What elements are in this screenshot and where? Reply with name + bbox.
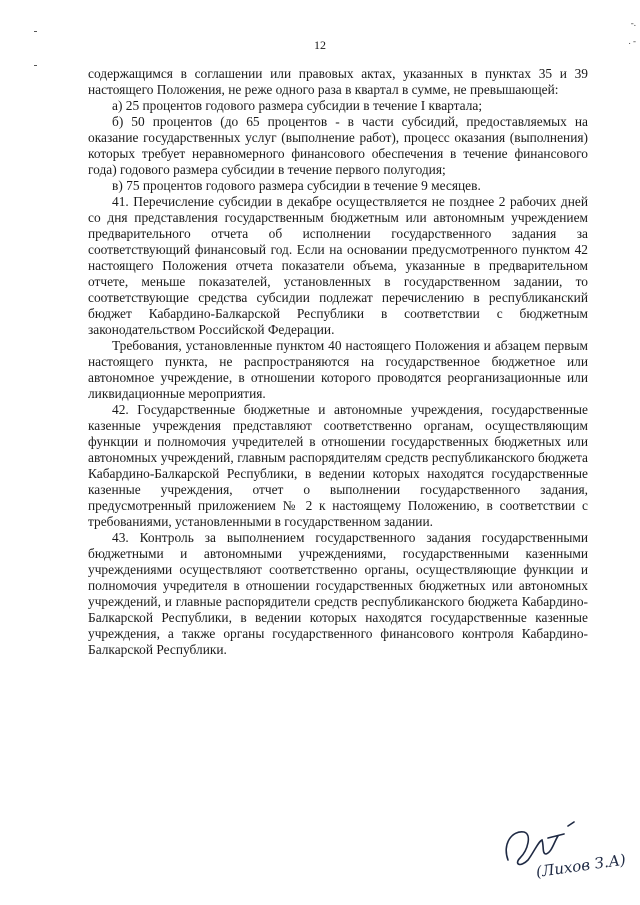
paragraph-requirements: Требования, установленные пунктом 40 настоящего Положения и абзацем первым настоящего пункта, не распространяются на государственное бюджетное или автономное учреждение, в отношении которого проводятся реорганизационные или ликвидационные мероприятия. — [88, 338, 588, 401]
paragraph-clause-43: 43. Контроль за выполнением государственного задания государственными бюджетными и автономными учреждениями, государственными казенными учреждениями осуществляют соответственно органы, осуществляющие функции и полномочия учредителя в отношении государственных бюджетных или автономных учреждений, и главные распорядители средств республиканского бюджета Кабардино-Балкарской Республики, в ведении которых находятся государственные казенные учреждения, а также органы государственного финансового контроля Кабардино-Балкарской Республики. — [88, 530, 588, 657]
corner-scrawl: -. . - — [628, 18, 636, 46]
document-body — [88, 66, 588, 658]
paragraph-continuation: содержащимся в соглашении или правовых актах, указанных в пунктах 35 и 39 настоящего Положения, не реже одного раза в квартал в сумме, не превышающей: — [88, 66, 588, 97]
margin-mark — [34, 65, 37, 66]
paragraph-item-c: в) 75 процентов годового размера субсидии в течение 9 месяцев. — [112, 178, 481, 193]
paragraph-item-a: а) 25 процентов годового размера субсидии в течение I квартала; — [112, 98, 483, 113]
paragraph-clause-42: 42. Государственные бюджетные и автономные учреждения, государственные казенные учреждения представляют соответственно органам, осуществляющим функции и полномочия учредителей в отношении государственных бюджетных или автономных учреждений, главным распорядителям средств республиканского бюджета Кабардино-Балкарской Республики, в ведении которых находятся государственные казенные учреждения, отчет о выполнении государственного задания, предусмотренный приложением № 2 к настоящему Положению, в соответствии с требованиями, установленными в государственном задании. — [88, 402, 588, 529]
paragraph-item-b: б) 50 процентов (до 65 процентов - в части субсидий, предоставляемых на оказание государственных услуг (выполнение работ), процесс оказания (выполнения) которых требует неравномерного финансового обеспечения в течение финансового года) годового размера субсидии в течение первого полугодия; — [88, 114, 588, 177]
signature-name: (Лихов З.А) — [534, 850, 627, 881]
margin-mark — [34, 31, 37, 32]
paragraph-clause-41: 41. Перечисление субсидии в декабре осуществляется не позднее 2 рабочих дней со дня представления государственным бюджетным или автономным учреждением предварительного отчета об исполнении государственного задания за соответствующий финансовый год. Если на основании предусмотренного пунктом 42 настоящего Положения отчета показатели объема, указанные в предварительном отчете, меньше показателей, установленных в государственном задании, то соответствующие средства субсидии подлежат перечислению в республиканский бюджет Кабардино-Балкарской Республики в соответствии с бюджетным законодательством Российской Федерации. — [88, 194, 588, 337]
page-number: 12 — [314, 38, 326, 52]
handwritten-signature — [498, 820, 628, 882]
